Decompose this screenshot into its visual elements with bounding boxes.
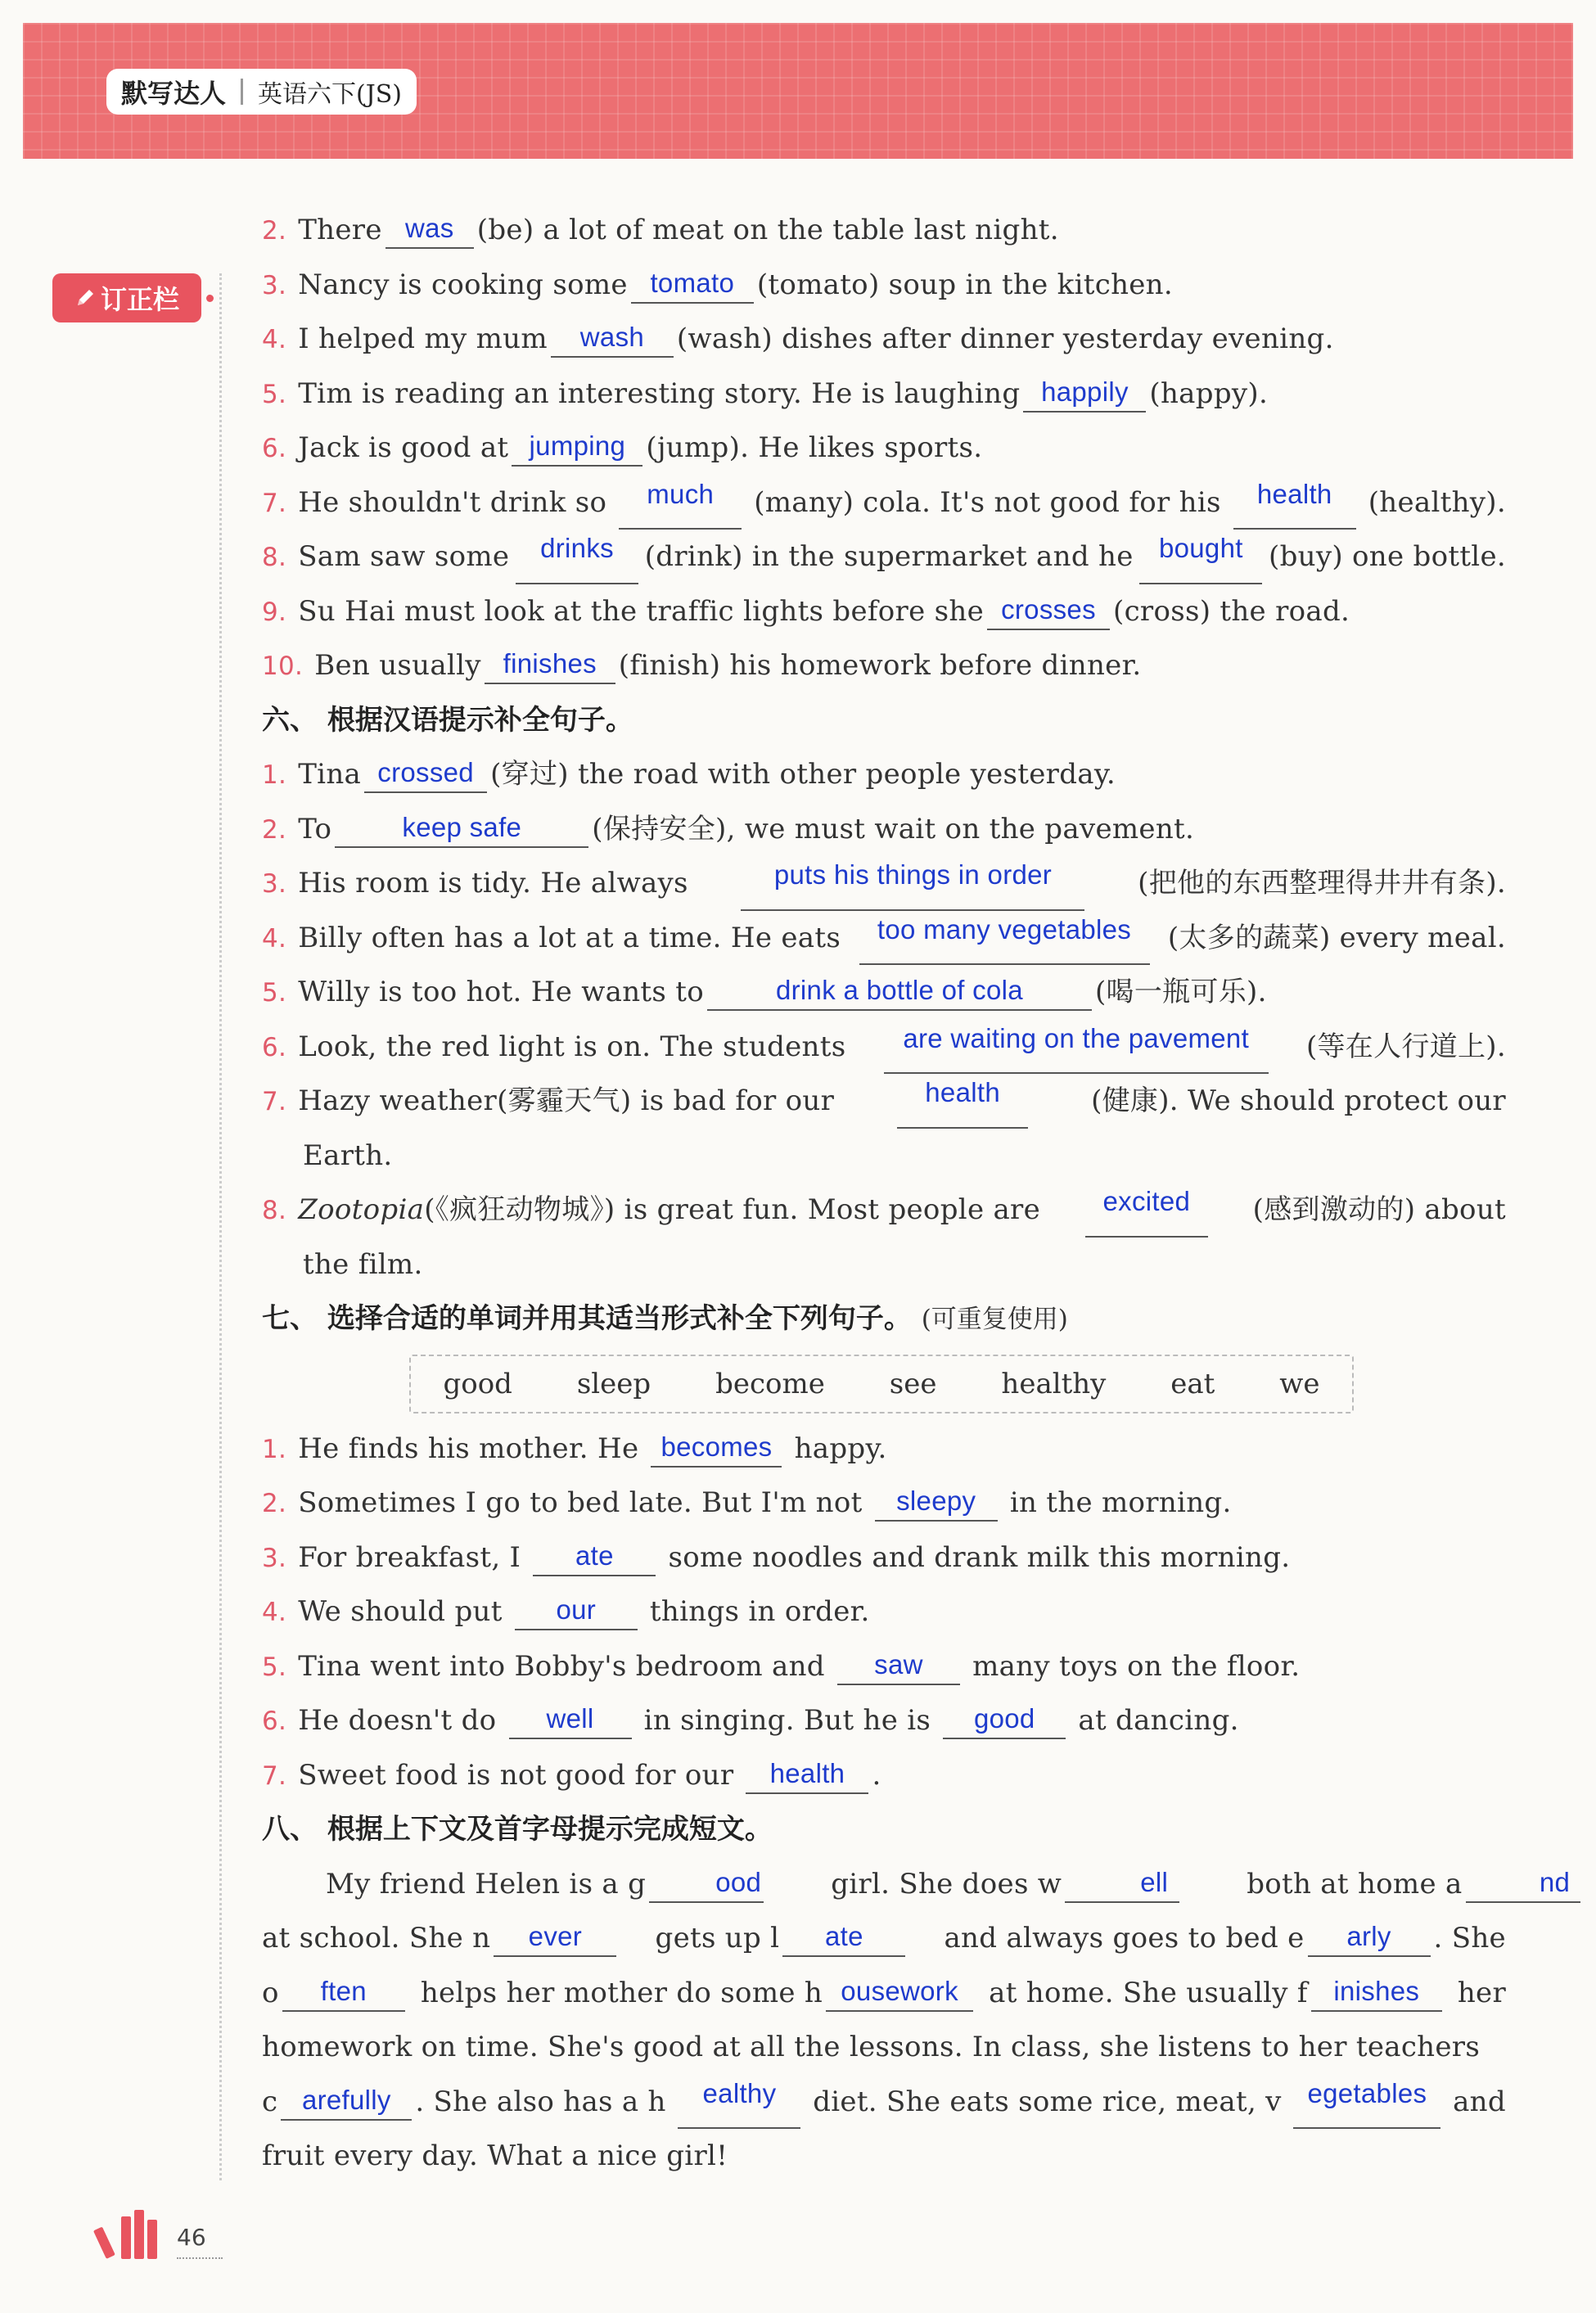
answer-blank[interactable] [837, 1646, 960, 1685]
question-number: 9. [262, 597, 287, 627]
question-text: Ben usually [314, 649, 481, 682]
page-number: 46 [177, 2224, 206, 2251]
question-text: at dancing. [1078, 1704, 1239, 1737]
passage-text: . She [1433, 1922, 1506, 1955]
footer-underline [177, 2257, 223, 2259]
answer-text: puts his things in order [773, 859, 1053, 890]
question-number: 2. [262, 216, 287, 246]
passage-text: . She also has a h [415, 2085, 666, 2118]
question-line [262, 584, 1506, 639]
answer-text: drink a bottle of cola [775, 975, 1023, 1005]
section-heading-text: 七、 选择合适的单词并用其适当形式补全下列句子。 [262, 1302, 912, 1335]
question-number: 7. [262, 488, 287, 518]
answer-blank[interactable] [364, 754, 487, 793]
answer-text: finishes [503, 648, 597, 679]
question-continuation: Earth. [303, 1138, 393, 1172]
question-text: Nancy is cooking some [298, 268, 628, 301]
question-line [262, 312, 1506, 367]
question-line [262, 1476, 1506, 1531]
answer-blank[interactable] [1085, 1183, 1208, 1238]
question-text: I helped my mum [298, 322, 548, 355]
film-title: Zootopia [298, 1193, 425, 1226]
sidebar-divider [219, 273, 222, 2180]
question-number: 10. [262, 652, 304, 681]
answer-text: health [769, 1757, 845, 1788]
answer-text: sleepy [896, 1486, 976, 1516]
passage-text: c [262, 2085, 278, 2118]
answer-blank[interactable] [335, 809, 588, 848]
word-bank-item: eat [1170, 1367, 1215, 1400]
answer-blank[interactable] [509, 1700, 632, 1739]
question-text: some noodles and drank milk this morning. [668, 1540, 1291, 1574]
answer-blank[interactable] [1293, 2075, 1440, 2130]
answer-blank[interactable] [1023, 373, 1146, 413]
word-bank [409, 1355, 1354, 1414]
question-number: 4. [262, 923, 287, 954]
section-heading: 八、 根据上下文及首字母提示完成短文。 [262, 1813, 773, 1846]
answer-text: becomes [660, 1431, 773, 1462]
answer-blank[interactable] [1311, 1973, 1442, 2012]
question-line [262, 1531, 1506, 1585]
question-number: 7. [262, 1761, 287, 1791]
passage-text: helps her mother do some h [420, 1976, 823, 2009]
word-bank-item: we [1279, 1367, 1320, 1400]
question-text: Willy is too hot. He wants to [298, 976, 704, 1008]
question-line [262, 638, 1506, 693]
question-text: (cross) the road. [1113, 594, 1350, 628]
answer-blank[interactable] [651, 1428, 782, 1468]
question-line [262, 1422, 1506, 1477]
question-number: 7. [262, 1087, 287, 1116]
answer-text: crossed [377, 757, 474, 787]
passage-text: fruit every day. What a nice girl! [262, 2139, 728, 2172]
answer-blank[interactable] [494, 1918, 616, 1957]
question-line [262, 965, 1506, 1020]
question-line [262, 421, 1506, 476]
question-number: 3. [262, 1543, 287, 1573]
answer-blank[interactable] [746, 1755, 868, 1794]
answer-blank[interactable] [533, 1537, 656, 1576]
question-text: (喝一瓶可乐). [1094, 976, 1267, 1008]
question-number: 5. [262, 1652, 287, 1682]
passage-line [262, 2075, 1506, 2130]
book-subtitle: 英语六下(JS) [258, 80, 403, 109]
answer-text: good [973, 1703, 1035, 1734]
question-text: (be) a lot of meat on the table last night. [476, 214, 1059, 246]
answer-text: are waiting on the pavement [903, 1022, 1250, 1053]
passage-text: girl. She does w [831, 1867, 1062, 1900]
answer-text: crosses [1001, 593, 1096, 624]
question-line [262, 476, 1506, 530]
question-number: 6. [262, 1707, 287, 1736]
passage-line [262, 2129, 1506, 2184]
question-number: 2. [262, 1489, 287, 1518]
answer-text: tomato [650, 267, 735, 298]
question-text: He shouldn't drink so [298, 485, 607, 519]
question-line [262, 258, 1506, 313]
word-bank-item: become [715, 1367, 825, 1400]
answer-blank[interactable] [1308, 1918, 1431, 1957]
question-line [262, 1074, 1506, 1129]
question-line [262, 1585, 1506, 1639]
question-text: (《疯狂动物城》) is great fun. Most people are [424, 1193, 1041, 1226]
question-number: 8. [262, 1196, 287, 1225]
question-text: (等在人行道上). [1305, 1030, 1506, 1063]
passage-text: and always goes to bed e [944, 1922, 1305, 1955]
answer-text: inishes [1333, 1975, 1420, 2006]
section-heading [262, 1292, 1506, 1346]
question-text: To [298, 812, 332, 845]
header-divider [241, 79, 243, 105]
question-text: Tina [298, 758, 362, 791]
correction-column-label: 订正栏 [100, 284, 179, 315]
brand-title: 默写达人 [121, 78, 227, 109]
answer-text: was [404, 213, 454, 243]
question-text: Look, the red light is on. The students [298, 1030, 846, 1063]
question-line [262, 1183, 1506, 1238]
answer-blank[interactable] [485, 645, 615, 684]
question-number: 6. [262, 434, 287, 463]
answer-blank[interactable] [987, 591, 1110, 630]
answer-text: much [647, 478, 715, 509]
answer-text: our [556, 1594, 597, 1625]
answer-text: jumping [529, 431, 626, 461]
question-line [262, 530, 1506, 584]
answer-text: happily [1041, 376, 1129, 407]
question-number: 5. [262, 978, 287, 1008]
answer-text: wash [579, 322, 645, 352]
question-number: 3. [262, 869, 287, 899]
answer-text: arefully [301, 2084, 391, 2115]
question-line [262, 1020, 1506, 1075]
answer-text: ealthy [702, 2077, 777, 2108]
question-text: (happy). [1149, 376, 1269, 410]
answer-blank[interactable] [741, 856, 1084, 911]
answer-text: bought [1158, 533, 1243, 563]
answer-text: nd [1539, 1866, 1571, 1897]
sidebar-dot [206, 295, 214, 302]
answer-text: too many vegetables [877, 913, 1132, 945]
passage-text: My friend Helen is a g [326, 1867, 647, 1900]
answer-blank[interactable] [707, 972, 1092, 1011]
question-text: There [298, 214, 382, 246]
answer-blank[interactable] [631, 264, 754, 304]
answer-text: egetables [1307, 2077, 1427, 2108]
question-text: (保持安全), we must wait on the pavement. [592, 812, 1195, 845]
section-heading-note: (可重复使用) [921, 1305, 1068, 1334]
passage-text: gets up l [655, 1922, 780, 1955]
question-text: (把他的东西整理得井井有条). [1138, 867, 1506, 900]
question-line [262, 367, 1506, 422]
question-text: Tim is reading an interesting story. He is laughing [298, 376, 1021, 410]
answer-text: ever [528, 1921, 583, 1951]
passage-text: both at home a [1247, 1867, 1463, 1900]
question-line [262, 203, 1506, 258]
question-text: in the morning. [1009, 1486, 1232, 1519]
passage-line [262, 1966, 1506, 2021]
passage-text: at school. She n [262, 1922, 491, 1955]
answer-blank[interactable] [859, 911, 1150, 966]
question-text: (many) cola. It's not good for his [754, 485, 1221, 519]
question-text: Jack is good at [298, 431, 509, 464]
question-text: (finish) his homework before dinner. [618, 649, 1142, 682]
answer-text: ate [575, 1540, 614, 1571]
answer-text: excited [1102, 1186, 1191, 1216]
question-text: (healthy). [1368, 485, 1506, 519]
question-number: 6. [262, 1032, 287, 1062]
answer-blank[interactable] [1139, 530, 1262, 584]
passage-text: at home. She usually f [989, 1976, 1308, 2009]
question-text: in singing. But he is [643, 1704, 931, 1737]
answer-text: ate [824, 1921, 863, 1951]
question-number: 1. [262, 760, 287, 790]
answer-text: ousework [841, 1975, 958, 2006]
question-text: Sam saw some [298, 540, 510, 573]
question-text: (tomato) soup in the kitchen. [756, 268, 1173, 301]
question-text: Tina went into Bobby's bedroom and [298, 1649, 825, 1683]
question-number: 5. [262, 379, 287, 409]
answer-text: well [546, 1703, 594, 1734]
answer-blank[interactable] [515, 1591, 638, 1630]
question-number: 4. [262, 325, 287, 354]
question-text: (太多的蔬菜) every meal. [1167, 921, 1506, 954]
answer-blank[interactable] [678, 2075, 800, 2130]
question-number: 8. [262, 543, 287, 572]
question-number: 4. [262, 1598, 287, 1627]
passage-line [262, 1857, 1571, 1912]
question-text: We should put [298, 1595, 503, 1628]
passage-line [262, 2020, 1506, 2075]
question-text: things in order. [649, 1595, 870, 1628]
question-text: Su Hai must look at the traffic lights before she [298, 594, 984, 628]
pencil-icon [74, 287, 96, 309]
question-line [262, 1693, 1506, 1748]
question-text: (感到激动的) about [1252, 1193, 1506, 1226]
answer-blank[interactable] [551, 318, 674, 358]
answer-text: ell [1140, 1866, 1169, 1897]
answer-text: ood [715, 1866, 762, 1897]
answer-blank[interactable] [1233, 476, 1356, 530]
question-text: Billy often has a lot at a time. He eats [298, 921, 841, 954]
answer-text: saw [874, 1648, 923, 1680]
question-text: For breakfast, I [298, 1540, 521, 1574]
answer-blank[interactable] [943, 1700, 1066, 1739]
question-text: (buy) one bottle. [1269, 540, 1506, 573]
answer-blank[interactable] [282, 1973, 405, 2012]
answer-blank[interactable] [884, 1020, 1269, 1075]
answer-blank[interactable] [619, 476, 742, 530]
question-text: He doesn't do [298, 1704, 497, 1737]
question-text: (wash) dishes after dinner yesterday evening. [676, 322, 1334, 355]
question-line [262, 1748, 1506, 1803]
passage-line [262, 1911, 1506, 1966]
word-bank-item: see [889, 1367, 937, 1400]
word-bank-item: healthy [1001, 1367, 1107, 1400]
answer-blank[interactable] [385, 210, 474, 249]
question-text: Hazy weather(雾霾天气) is bad for our [298, 1084, 835, 1117]
question-text: (drink) in the supermarket and he [644, 540, 1134, 573]
answer-blank[interactable] [875, 1482, 998, 1522]
question-text: His room is tidy. He always [298, 867, 688, 900]
answer-text: health [925, 1077, 1000, 1107]
passage-text: and [1453, 2085, 1506, 2118]
section-heading: 六、 根据汉语提示补全句子。 [262, 703, 633, 737]
question-text: He finds his mother. He [298, 1432, 639, 1465]
question-text: Sweet food is not good for our [298, 1758, 734, 1792]
question-text: Sometimes I go to bed late. But I'm not [298, 1486, 863, 1519]
answer-blank[interactable] [782, 1918, 905, 1957]
header-tab [106, 69, 417, 115]
question-number: 2. [262, 814, 287, 845]
question-text: many toys on the floor. [972, 1649, 1301, 1683]
question-text: (穿过) the road with other people yesterday. [490, 758, 1116, 791]
answer-text: arly [1346, 1921, 1391, 1951]
passage-text: her [1457, 1976, 1506, 2009]
word-bank-item: sleep [576, 1367, 651, 1400]
question-text: (健康). We should protect our [1091, 1084, 1506, 1117]
passage-text: homework on time. She's good at all the lessons. In class, she listens to her teachers [262, 2031, 1481, 2063]
passage-text: o [262, 1976, 279, 2009]
answer-blank[interactable] [1466, 1864, 1580, 1903]
question-line [262, 1639, 1506, 1694]
passage-text: diet. She eats some rice, meat, v [813, 2085, 1282, 2118]
answer-text: ften [320, 1975, 367, 2006]
word-bank-item: good [443, 1367, 512, 1400]
question-text: (jump). He likes sports. [646, 431, 983, 464]
page-footer [106, 2200, 221, 2259]
correction-column-tab [52, 273, 201, 322]
answer-blank[interactable] [512, 427, 642, 467]
answer-text: keep safe [402, 811, 522, 842]
question-continuation: the film. [303, 1247, 423, 1281]
page-header [23, 23, 1573, 159]
answer-blank[interactable] [281, 2081, 412, 2121]
question-line [262, 911, 1506, 966]
question-text: happy. [794, 1432, 887, 1465]
answer-blank[interactable] [897, 1074, 1028, 1129]
answer-text: drinks [540, 533, 614, 563]
answer-blank[interactable] [1065, 1864, 1179, 1903]
answer-blank[interactable] [826, 1973, 973, 2012]
question-line [262, 856, 1506, 911]
answer-blank[interactable] [516, 530, 638, 584]
question-number: 1. [262, 1434, 287, 1464]
question-line [262, 747, 1506, 802]
answer-blank[interactable] [649, 1864, 764, 1903]
question-number: 3. [262, 270, 287, 300]
question-text: . [872, 1758, 881, 1792]
question-line [262, 802, 1506, 857]
answer-text: health [1256, 478, 1332, 509]
exercise-content [262, 203, 1571, 2184]
